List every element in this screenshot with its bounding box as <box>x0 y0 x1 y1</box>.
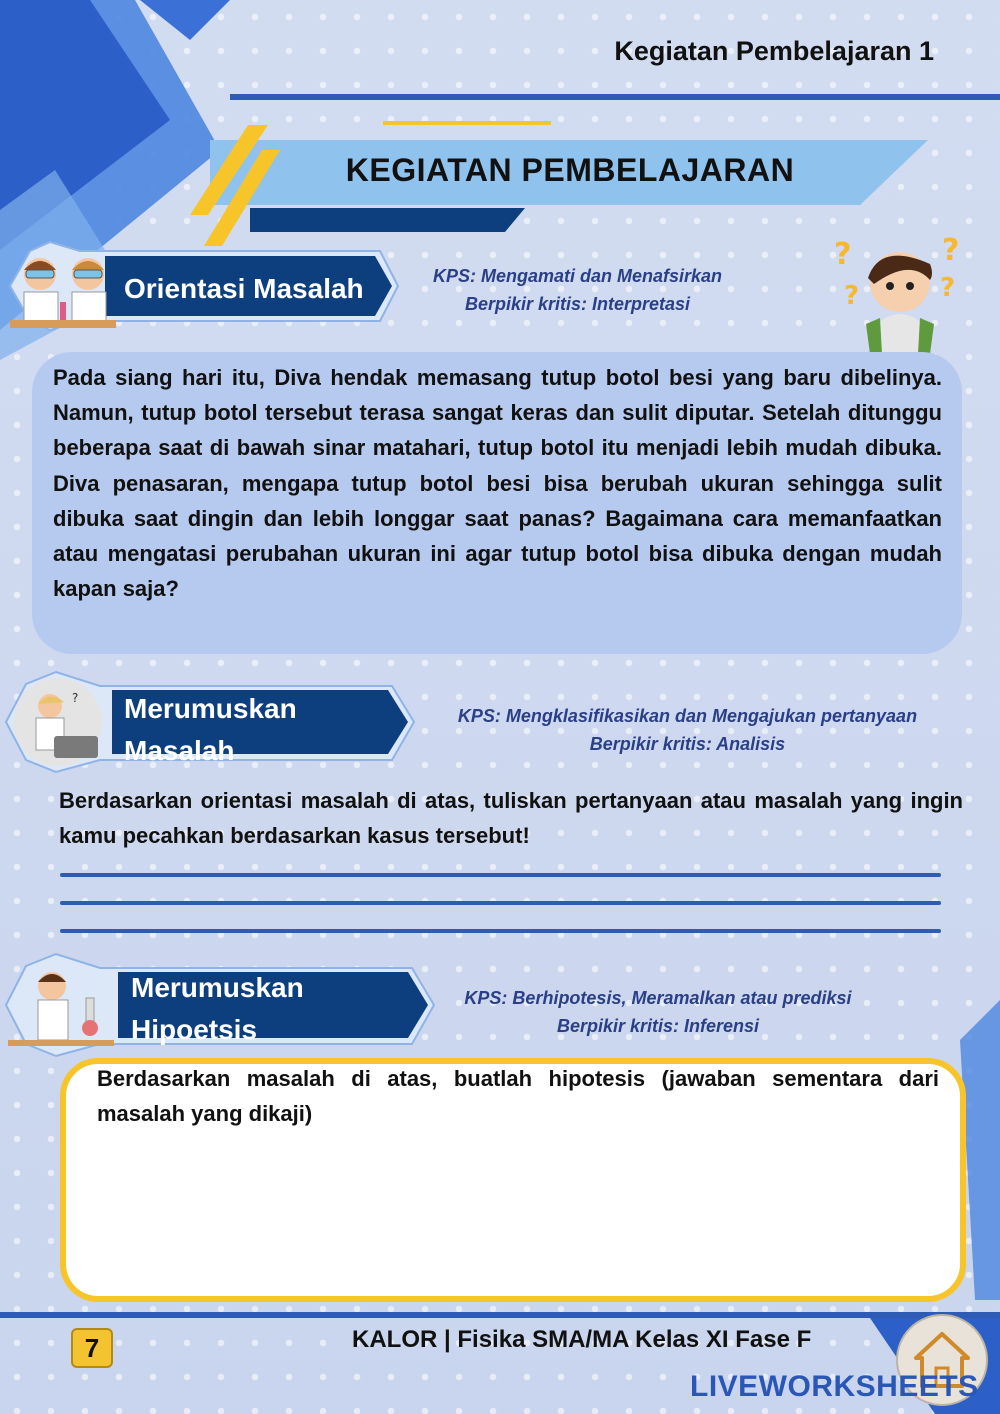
page-title: KEGIATAN PEMBELAJARAN <box>345 152 795 188</box>
hipotesis-kps-line1: KPS: Berhipotesis, Meramalkan atau prediksi <box>464 988 852 1008</box>
lab-scientist-illustration <box>6 958 118 1054</box>
orientasi-kps-line1: KPS: Mengamati dan Menafsirkan <box>432 266 723 286</box>
orientasi-kps-line2: Berpikir kritis: Interpretasi <box>464 294 691 314</box>
masalah-badge-line1: Merumuskan <box>124 693 297 724</box>
hipotesis-kps-line2: Berpikir kritis: Inferensi <box>556 1016 760 1036</box>
masalah-badge-label <box>124 688 297 772</box>
section-label: Kegiatan Pembelajaran 1 <box>614 36 934 66</box>
svg-text:?: ? <box>940 273 956 303</box>
hipotesis-kps <box>438 984 878 1040</box>
hipotesis-instruction: Berdasarkan masalah di atas, buatlah hipotesis (jawaban sementara dari masalah yang dikaji) <box>97 1066 939 1127</box>
hipotesis-badge-label <box>131 967 304 1051</box>
scientists-illustration <box>8 244 118 330</box>
masalah-kps-line2: Berpikir kritis: Analisis <box>589 734 786 754</box>
orientasi-paragraph: Pada siang hari itu, Diva hendak memasang tutup botol besi yang baru dibelinya. Namun, tutup botol tersebut terasa sangat keras dan sulit diputar. Setelah ditunggu beberapa saat di bawah sinar matahari, tutup botol itu menjadi lebih mudah dibuka. Diva penasaran, mengapa tutup botol besi bisa berubah ukuran sehingga sulit dibuka saat dingin dan lebih longgar saat panas? Bagaimana cara memanfaatkan atau mengatasi perubahan ukuran ini agar tutup botol bisa dibuka dengan mudah kapan saja? <box>53 365 942 602</box>
masalah-badge-line2: Masalah <box>124 735 235 766</box>
svg-text:?: ? <box>834 237 852 272</box>
orientasi-badge-label: Orientasi Masalah <box>124 273 364 304</box>
hipotesis-badge-line1: Merumuskan <box>131 972 304 1003</box>
masalah-kps <box>420 702 955 758</box>
svg-text:?: ? <box>844 281 860 311</box>
footer-text: KALOR | Fisika SMA/MA Kelas XI Fase F <box>352 1326 812 1353</box>
svg-text:?: ? <box>72 691 79 705</box>
page-number: 7 <box>71 1328 113 1368</box>
liveworksheets-watermark: LIVEWORKSHEETS <box>690 1370 979 1403</box>
answer-line-1[interactable] <box>60 873 941 877</box>
masalah-instruction: Berdasarkan orientasi masalah di atas, tuliskan pertanyaan atau masalah yang ingin kamu pecahkan berdasarkan kasus tersebut! <box>59 788 963 849</box>
hipotesis-badge-line2: Hipoetsis <box>131 1014 258 1045</box>
svg-text:?: ? <box>942 234 960 268</box>
masalah-kps-line1: KPS: Mengklasifikasikan dan Mengajukan pertanyaan <box>457 706 918 726</box>
answer-line-3[interactable] <box>60 929 941 933</box>
thinking-scientist-illustration <box>10 676 106 768</box>
confused-boy-illustration <box>830 234 970 354</box>
orientasi-kps <box>400 262 755 318</box>
answer-line-2[interactable] <box>60 901 941 905</box>
